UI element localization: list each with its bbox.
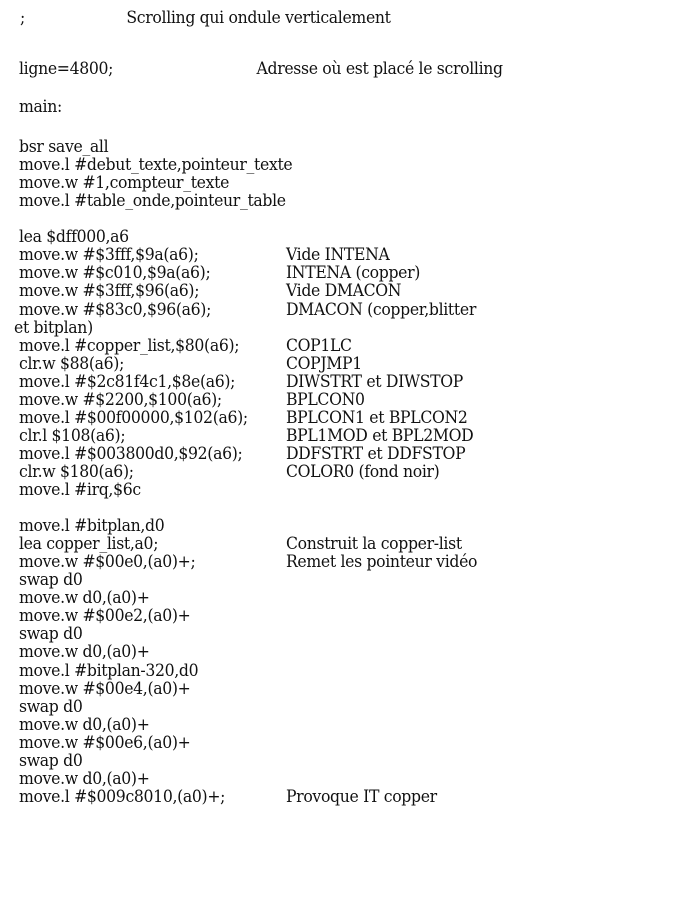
code-comment: INTENA (copper): [285, 263, 421, 283]
code-text: move.w d0,(a0)+: [19, 642, 150, 662]
code-line: [19, 461, 440, 481]
header-code: ligne=4800;: [19, 59, 114, 78]
document-title: Scrolling qui ondule verticalement: [126, 8, 391, 27]
code-line: [19, 752, 83, 770]
code-text: move.w #$00e0,(a0)+;: [19, 552, 196, 572]
code-line: [19, 662, 198, 680]
code-line: [19, 534, 462, 554]
code-line: [19, 156, 292, 174]
code-text: move.w d0,(a0)+: [19, 768, 150, 788]
code-line: [19, 263, 421, 283]
code-comment: COP1LC: [285, 335, 352, 355]
code-text: move.l #copper_list,$80(a6);: [19, 335, 240, 355]
code-line: [19, 517, 164, 535]
header-comment: Adresse où est placé le scrolling: [256, 59, 503, 78]
code-comment: DIWSTRT et DIWSTOP: [285, 371, 464, 391]
code-text: move.w #$3fff,$9a(a6);: [19, 245, 199, 265]
code-line: [19, 174, 229, 192]
code-text: move.l #bitplan,d0: [19, 516, 165, 535]
code-comment: Vide INTENA: [285, 245, 390, 265]
code-comment: DMACON (copper,blitter: [285, 299, 476, 319]
code-line: [19, 589, 150, 607]
code-comment: BPLCON1 et BPLCON2: [285, 407, 468, 427]
code-text: move.l #$2c81f4c1,$8e(a6);: [19, 371, 236, 391]
title-marker: ;: [20, 8, 25, 27]
code-comment: Vide DMACON: [285, 281, 402, 301]
code-text: move.w #1,compteur_texte: [19, 173, 230, 193]
code-line: [19, 680, 190, 698]
code-comment: BPLCON0: [285, 389, 365, 409]
code-line: [19, 770, 150, 788]
code-comment: BPL1MOD et BPL2MOD: [285, 425, 474, 445]
code-text: swap d0: [19, 570, 83, 590]
code-text: move.w #$c010,$9a(a6);: [19, 263, 211, 283]
code-text: move.w #$00e6,(a0)+: [19, 732, 191, 752]
code-line: [19, 786, 437, 806]
code-line: [19, 335, 352, 355]
code-line: [19, 734, 190, 752]
code-text: swap d0: [19, 750, 83, 770]
code-text: clr.l $108(a6);: [19, 425, 126, 445]
code-line: [19, 625, 83, 643]
code-line: [19, 228, 129, 246]
code-text: move.l #debut_texte,pointeur_texte: [19, 155, 293, 175]
code-comment: Remet les pointeur vidéo: [285, 552, 478, 572]
code-text: move.w d0,(a0)+: [19, 588, 150, 608]
code-text: move.w #$00e4,(a0)+: [19, 678, 191, 698]
code-line: [14, 319, 93, 337]
code-text: move.w #$00e2,(a0)+: [19, 606, 191, 626]
code-line: [19, 353, 362, 373]
code-line: [19, 716, 150, 734]
code-comment: DDFSTRT et DDFSTOP: [285, 443, 466, 463]
code-line: [19, 698, 83, 716]
code-text: move.w #$83c0,$96(a6);: [19, 299, 212, 319]
code-text: clr.w $180(a6);: [19, 461, 134, 481]
code-line: [19, 389, 365, 409]
title-line: [20, 8, 391, 27]
code-line: [19, 138, 108, 156]
code-line: [19, 607, 190, 625]
code-line: [19, 425, 474, 445]
code-line: [19, 443, 466, 463]
code-text: swap d0: [19, 624, 83, 644]
code-line: [19, 407, 468, 427]
code-text: clr.w $88(a6);: [19, 353, 125, 373]
code-text: lea copper_list,a0;: [19, 534, 159, 554]
header-line: [19, 59, 503, 78]
code-text: move.l #$00f00000,$102(a6);: [19, 407, 248, 427]
code-text: move.l #table_onde,pointeur_table: [19, 191, 286, 211]
main-label: main:: [19, 97, 62, 116]
code-comment: COLOR0 (fond noir): [285, 461, 440, 481]
code-text: bsr save_all: [19, 137, 109, 156]
code-line: [19, 245, 390, 265]
code-line: [19, 481, 141, 499]
code-text: move.l #bitplan-320,d0: [19, 660, 199, 680]
code-line: [19, 299, 476, 319]
code-text: move.l #$003800d0,$92(a6);: [19, 443, 243, 463]
code-text: move.l #irq,$6c: [19, 479, 141, 499]
code-comment: Provoque IT copper: [285, 786, 437, 806]
code-line: [19, 281, 402, 301]
code-comment: Construit la copper-list: [285, 534, 462, 554]
code-text: swap d0: [19, 696, 83, 716]
code-text: et bitplan): [14, 317, 93, 337]
code-line: [19, 371, 464, 391]
code-line: [19, 192, 286, 210]
code-line: [19, 571, 83, 589]
code-text: move.l #$009c8010,(a0)+;: [19, 786, 226, 806]
code-text: move.w d0,(a0)+: [19, 714, 150, 734]
code-text: move.w #$2200,$100(a6);: [19, 389, 222, 409]
code-line: [19, 552, 478, 572]
code-text: lea $dff000,a6: [19, 227, 129, 247]
code-comment: COPJMP1: [285, 353, 362, 373]
code-text: move.w #$3fff,$96(a6);: [19, 281, 200, 301]
code-line: [19, 643, 150, 661]
